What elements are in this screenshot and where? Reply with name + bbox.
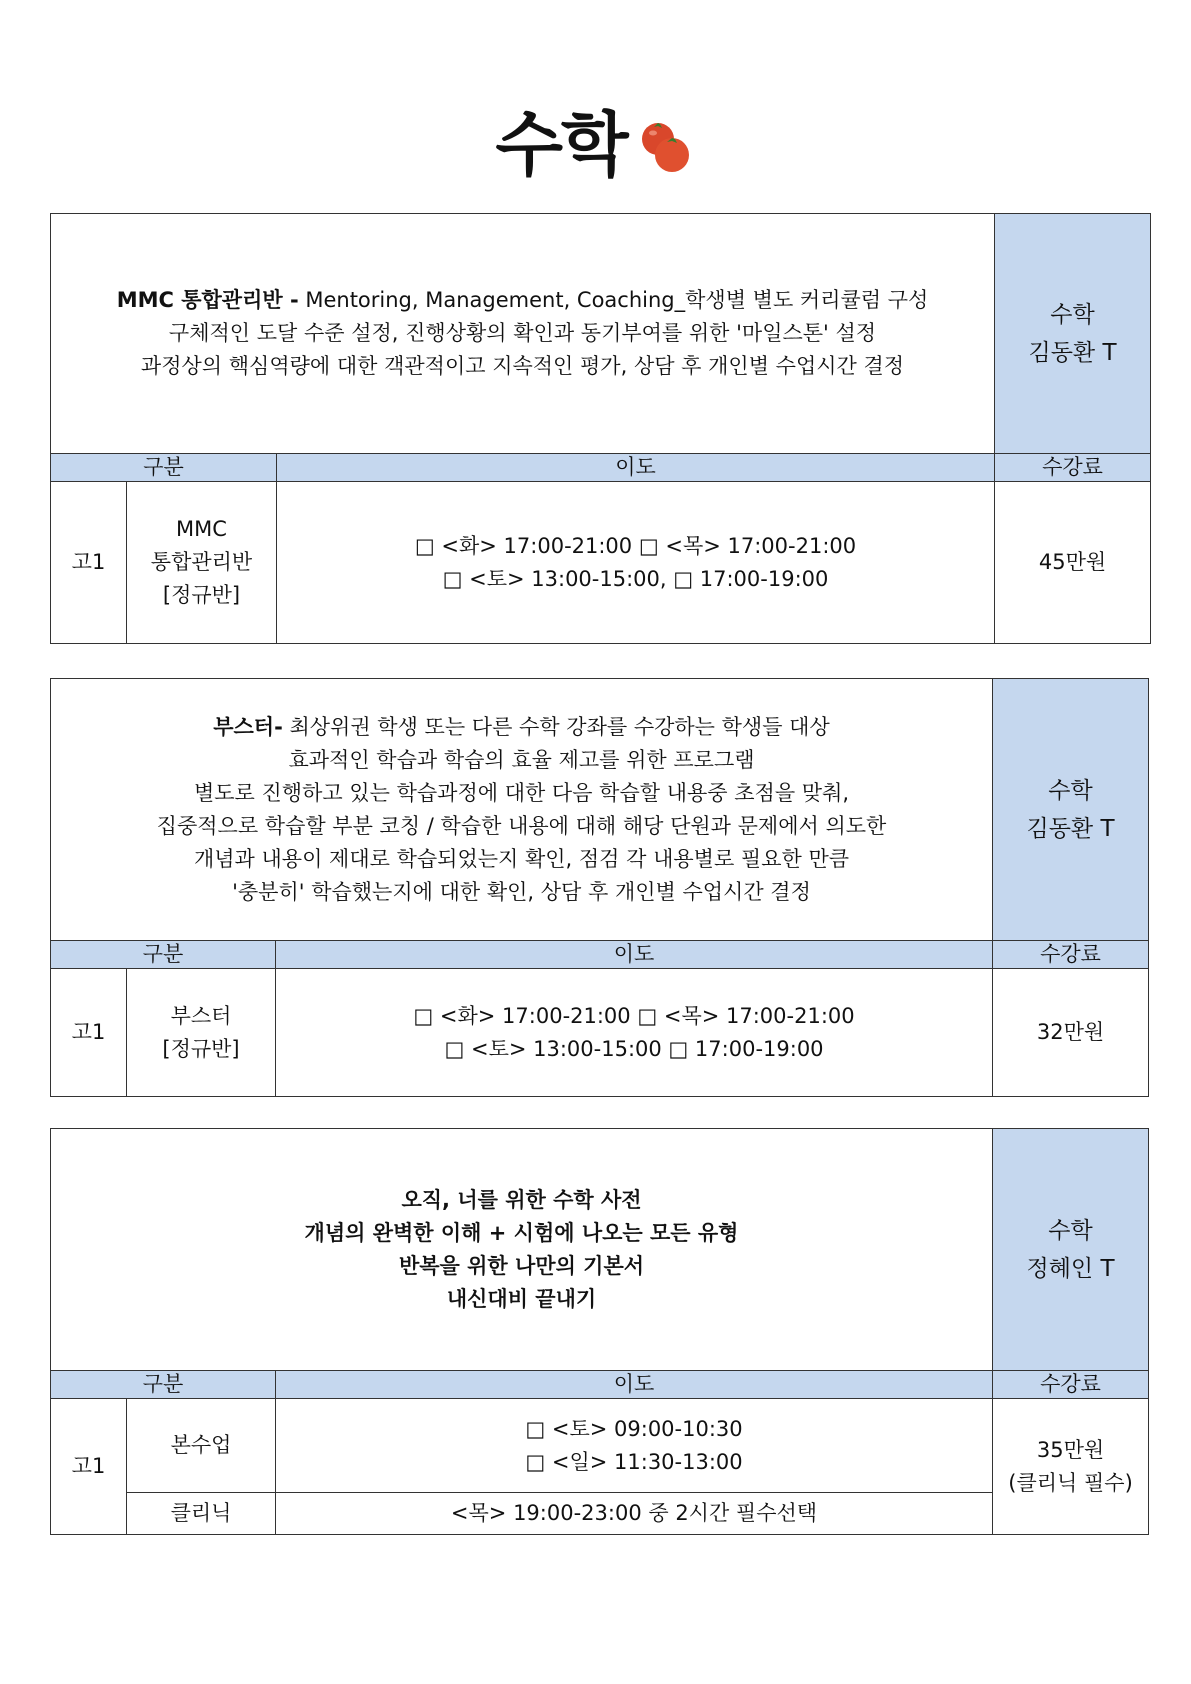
schedule-line: □ <토> 13:00-15:00, □ 17:00-19:00 [442,566,829,591]
grade-cell: 고1 [51,969,127,1097]
course-description [51,214,995,454]
fee-amount: 35만원 [1036,1437,1105,1462]
schedule-cell [276,1399,993,1493]
header-fee: 수강료 [993,941,1149,969]
schedule-line: □ <토> 09:00-10:30 [525,1416,743,1441]
description-line: 과정상의 핵심역량에 대한 객관적이고 지속적인 평가, 상담 후 개인별 수업시간 결정 [140,354,905,378]
schedule-line: □ <화> 17:00-21:00 □ <목> 17:00-21:00 [414,533,857,558]
class-name-cell [127,969,276,1097]
header-fee: 수강료 [995,454,1151,482]
header-category: 구분 [51,1371,276,1399]
course-description [51,1129,993,1371]
header-fee: 수강료 [993,1371,1149,1399]
subject-teacher-cell [995,214,1151,454]
description-line: Mentoring, Management, Coaching_학생별 별도 커리큘럼 구성 [298,288,929,312]
page-header [0,100,1191,190]
table-header-row [51,454,1151,482]
tomato-icon [636,115,696,175]
schedule-line: □ <화> 17:00-21:00 □ <목> 17:00-21:00 [413,1003,855,1028]
description-line: 별도로 진행하고 있는 학습과정에 대한 다음 학습할 내용중 초점을 맞춰, [193,780,850,805]
course-table-booster [50,678,1149,1097]
description-line: 개념의 완벽한 이해 + 시험에 나오는 모든 유형 [304,1220,739,1245]
grade-cell: 고1 [51,482,127,644]
subject-teacher-cell [993,1129,1149,1371]
table-row [51,969,1149,1097]
schedule-cell [277,482,995,644]
header-category: 구분 [51,941,276,969]
schedule-line: □ <토> 13:00-15:00 □ 17:00-19:00 [444,1036,824,1061]
fee-note: (클리닉 필수) [1008,1470,1133,1495]
fee-cell: 32만원 [993,969,1149,1097]
description-line: 반복을 위한 나만의 기본서 [398,1253,645,1278]
header-schedule: 이도 [277,454,995,482]
grade-cell: 고1 [51,1399,127,1535]
description-line: 효과적인 학습과 학습의 효율 제고를 위한 프로그램 [288,747,755,772]
schedule-cell [276,969,993,1097]
table-row [51,482,1151,644]
table-row [51,1493,1149,1535]
schedule-cell: <목> 19:00-23:00 중 2시간 필수선택 [276,1493,993,1535]
subject-label: 수학 [1050,301,1095,328]
subject-teacher-cell [993,679,1149,941]
course-table-basic [50,1128,1149,1535]
class-name-line: 통합관리반 [150,550,253,574]
class-name-line: [정규반] [162,1036,240,1061]
teacher-name: 김동환 T [1028,339,1117,366]
description-line: 오직, 너를 위한 수학 사전 [401,1187,642,1212]
course-table-mmc [50,213,1151,644]
class-name-cell [127,482,277,644]
description-line: 개념과 내용이 제대로 학습되었는지 확인, 점검 각 내용별로 필요한 만큼 [193,846,850,871]
subject-label: 수학 [1048,777,1093,804]
description-line: 구체적인 도달 수준 설정, 진행상황의 확인과 동기부여를 위한 '마일스톤' 설정 [168,321,877,345]
fee-cell: 45만원 [995,482,1151,644]
description-line: 집중적으로 학습할 부분 코칭 / 학습한 내용에 대해 해당 단원과 문제에서 의도한 [156,813,887,838]
course-name: MMC 통합관리반 - [116,288,299,312]
class-name-cell: 본수업 [127,1399,276,1493]
table-header-row [51,941,1149,969]
description-line: '충분히' 학습했는지에 대한 확인, 상담 후 개인별 수업시간 결정 [232,879,811,904]
class-name-cell: 클리닉 [127,1493,276,1535]
class-name-line: MMC [176,517,227,541]
class-name-line: [정규반] [162,583,241,607]
header-schedule: 이도 [276,941,993,969]
course-description [51,679,993,941]
table-header-row [51,1371,1149,1399]
teacher-name: 정혜인 T [1026,1255,1115,1282]
teacher-name: 김동환 T [1026,815,1115,842]
fee-cell [993,1399,1149,1535]
class-name-line: 부스터 [170,1003,232,1028]
page-title: 수학 [495,104,627,186]
header-schedule: 이도 [276,1371,993,1399]
description-line: 최상위권 학생 또는 다른 수학 강좌를 수강하는 학생들 대상 [282,714,830,739]
subject-label: 수학 [1048,1217,1093,1244]
header-category: 구분 [51,454,277,482]
course-name: 부스터- [213,714,283,739]
description-line: 내신대비 끝내기 [446,1286,597,1311]
table-row [51,1399,1149,1493]
schedule-line: □ <일> 11:30-13:00 [525,1449,743,1474]
